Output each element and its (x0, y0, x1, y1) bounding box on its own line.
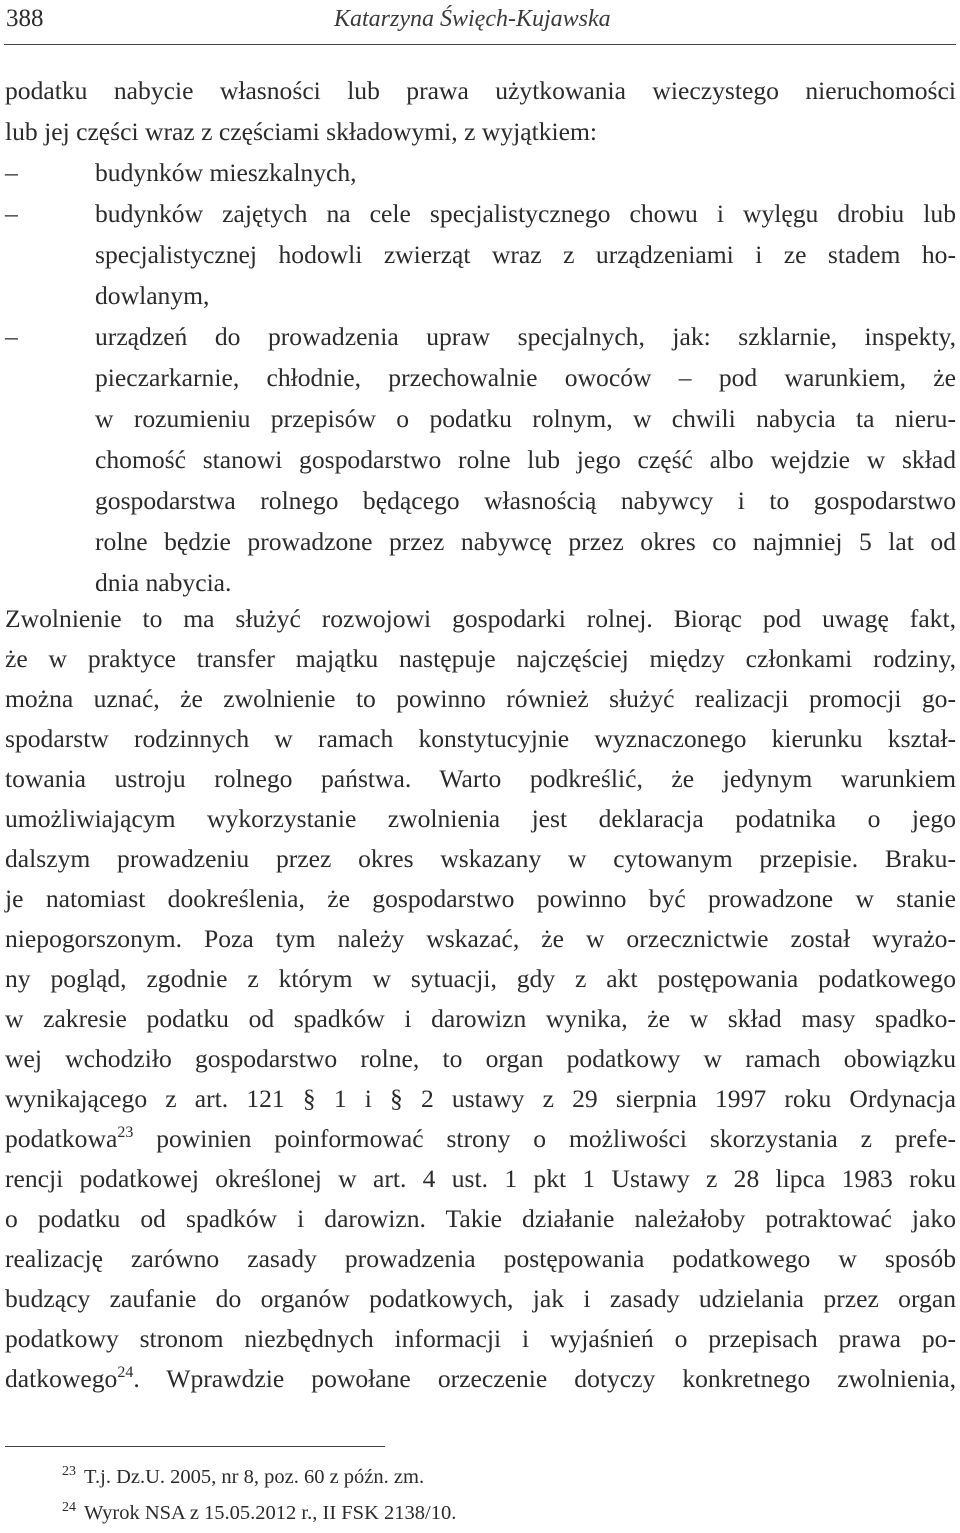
list-item-text: dowlanym, (95, 281, 210, 310)
footnote-separator (5, 1446, 385, 1447)
body-text: datkowego (5, 1364, 118, 1393)
body-line: Zwolnienie to ma służyć rozwojowi gospodarki rolnej. Biorąc pod uwagę fakt, (5, 604, 956, 633)
body-line: je natomiast dookreślenia, że gospodarstwo powinno być prowadzone w stanie (5, 884, 956, 913)
body-line: o podatku od spadków i darowizn. Takie działanie należałoby potraktować jako (5, 1204, 956, 1233)
body-line: podatkowy stronom niezbędnych informacji i wyjaśnień o przepisach prawa po- (5, 1324, 956, 1353)
page-number: 388 (6, 5, 44, 32)
body-line: wynikającego z art. 121 § 1 i § 2 ustawy z 29 sierpnia 1997 roku Ordynacja (5, 1084, 956, 1113)
list-item-text: w rozumieniu przepisów o podatku rolnym, w chwili nabycia ta nieru- (95, 404, 956, 433)
list-bullet-dash: – (5, 322, 18, 351)
body-line: budzący zaufanie do organów podatkowych, jak i zasady udzielania przez organ (5, 1284, 956, 1313)
running-head-author: Katarzyna Święch-Kujawska (334, 6, 611, 32)
footnote-ref[interactable]: 23 (117, 1124, 134, 1141)
body-line: dalszym prowadzeniu przez okres wskazany w cytowanym przepisie. Braku- (5, 844, 956, 873)
body-line: w zakresie podatku od spadków i darowizn wynika, że w skład masy spadko- (5, 1004, 956, 1033)
body-line: podatku nabycie własności lub prawa użytkowania wieczystego nieruchomości (5, 76, 956, 105)
list-item-text: budynków mieszkalnych, (95, 158, 357, 187)
body-line: lub jej części wraz z częściami składowymi, z wyjątkiem: (5, 117, 597, 146)
body-text: . Wprawdzie powołane orzeczenie dotyczy konkretnego zwolnienia, (133, 1364, 956, 1393)
body-line: ny pogląd, zgodnie z którym w sytuacji, gdy z akt postępowania podatkowego (5, 964, 956, 993)
list-item-text: urządzeń do prowadzenia upraw specjalnych, jak: szklarnie, inspekty, (95, 322, 956, 351)
footnote-number: 23 (62, 1464, 76, 1479)
list-item-text: specjalistycznej hodowli zwierząt wraz z urządzeniami i ze stadem ho- (95, 240, 956, 269)
body-line: niepogorszonym. Poza tym należy wskazać, że w orzecznictwie został wyrażo- (5, 924, 956, 953)
body-line: można uznać, że zwolnienie to powinno również służyć realizacji promocji go- (5, 684, 956, 713)
body-line: spodarstw rodzinnych w ramach konstytucyjnie wyznaczonego kierunku kształ- (5, 724, 956, 753)
body-line (5, 1119, 956, 1159)
list-item-text: rolne będzie prowadzone przez nabywcę przez okres co najmniej 5 lat od (95, 527, 956, 556)
header-rule (4, 44, 956, 45)
list-bullet-dash: – (5, 199, 18, 228)
body-line: wej wchodziło gospodarstwo rolne, to organ podatkowy w ramach obowiązku (5, 1044, 956, 1073)
footnote-number: 24 (62, 1500, 76, 1515)
list-bullet-dash: – (5, 158, 18, 187)
body-text: podatkowa (5, 1124, 118, 1153)
body-line: umożliwiającym wykorzystanie zwolnienia jest deklaracja podatnika o jego (5, 804, 956, 833)
footnote (62, 1462, 424, 1495)
body-line: rencji podatkowej określonej w art. 4 ust. 1 pkt 1 Ustawy z 28 lipca 1983 roku (5, 1164, 956, 1193)
footnote (62, 1498, 456, 1531)
footnote-text: T.j. Dz.U. 2005, nr 8, poz. 60 z późn. zm. (84, 1466, 425, 1488)
list-item-text: pieczarkarnie, chłodnie, przechowalnie owoców – pod warunkiem, że (95, 363, 956, 392)
footnote-ref[interactable]: 24 (117, 1364, 134, 1381)
body-line: towania ustroju rolnego państwa. Warto podkreślić, że jedynym warunkiem (5, 764, 956, 793)
footnote-text: Wyrok NSA z 15.05.2012 r., II FSK 2138/10. (84, 1502, 457, 1524)
list-item-text: chomość stanowi gospodarstwo rolne lub jego część albo wejdzie w skład (95, 445, 956, 474)
list-item-text: gospodarstwa rolnego będącego własnością nabywcy i to gospodarstwo (95, 486, 956, 515)
page-header (4, 2, 956, 42)
body-line (5, 1359, 956, 1399)
list-item-text: dnia nabycia. (95, 568, 232, 597)
list-item-text: budynków zajętych na cele specjalistycznego chowu i wylęgu drobiu lub (95, 199, 956, 228)
body-line: że w praktyce transfer majątku następuje najczęściej między członkami rodziny, (5, 644, 956, 673)
body-line: realizację zarówno zasady prowadzenia postępowania podatkowego w sposób (5, 1244, 956, 1273)
body-text: powinien poinformować strony o możliwości skorzystania z prefe- (133, 1124, 956, 1153)
